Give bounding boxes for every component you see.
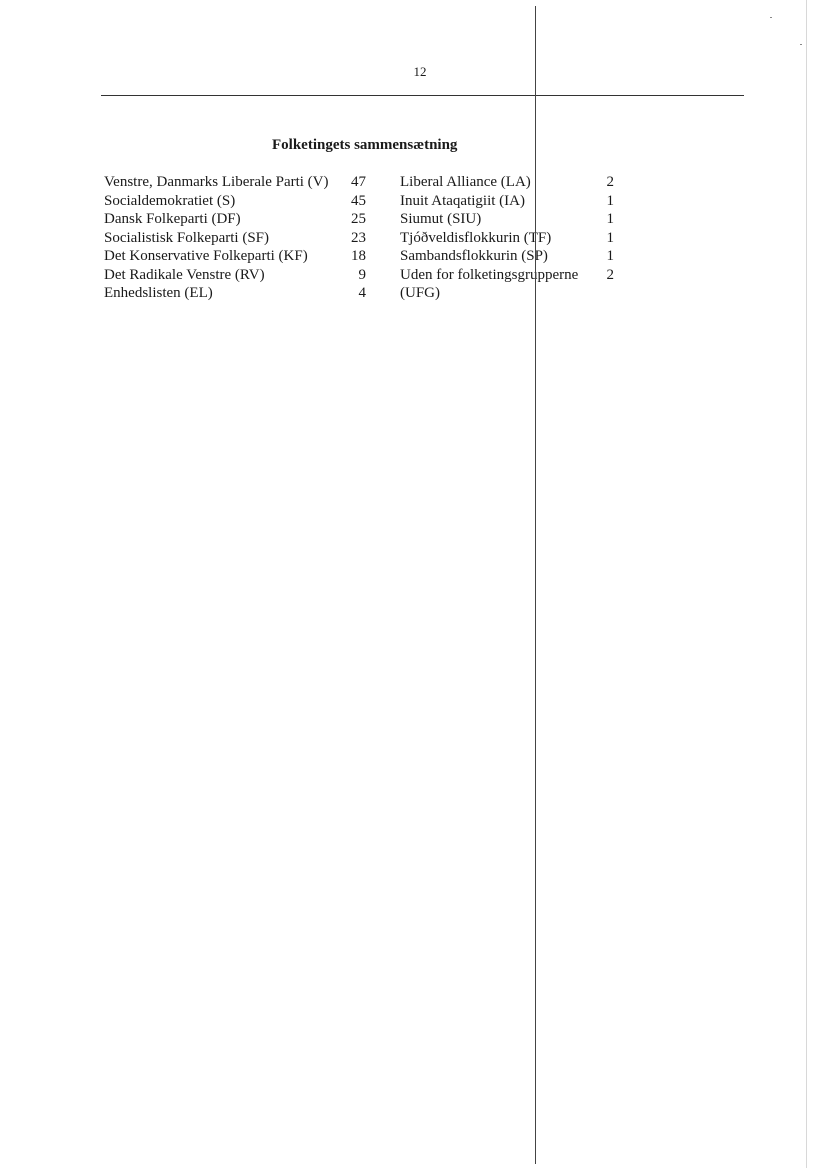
party-table-left	[104, 173, 366, 303]
scan-artifact-line	[535, 6, 536, 1164]
party-row	[104, 229, 366, 248]
party-seats: 9	[358, 266, 366, 283]
party-row	[104, 210, 366, 229]
party-row	[400, 229, 614, 248]
party-table-right	[400, 173, 614, 303]
header-rule	[101, 95, 744, 96]
party-seats: 1	[606, 229, 614, 246]
party-seats: 25	[351, 211, 366, 227]
page-number: 12	[413, 64, 427, 79]
party-name: Socialistisk Folkeparti (SF)	[104, 229, 269, 246]
scan-speck	[800, 44, 802, 45]
party-row	[400, 192, 614, 211]
party-row	[400, 266, 614, 285]
party-seats: 18	[351, 248, 366, 264]
party-name: Siumut (SIU)	[400, 211, 482, 227]
party-name: Tjóðveldisflokkurin (TF)	[400, 229, 552, 246]
party-name: Inuit Ataqatigiit (IA)	[400, 192, 525, 209]
party-row	[104, 266, 366, 285]
party-seats: 23	[351, 229, 366, 246]
party-row	[104, 247, 366, 266]
scan-page-edge	[806, 0, 807, 1168]
party-name: Liberal Alliance (LA)	[400, 174, 531, 190]
party-seats: 1	[606, 248, 614, 264]
party-seats: 1	[606, 211, 614, 227]
party-row	[400, 210, 614, 229]
party-seats: 1	[606, 192, 614, 209]
party-row	[104, 173, 366, 192]
party-name-continuation: (UFG)	[400, 285, 440, 301]
party-name: Dansk Folkeparti (DF)	[104, 211, 241, 227]
document-title: Folketingets sammensætning	[272, 137, 458, 153]
party-seats: 47	[351, 174, 366, 190]
party-seats: 2	[606, 266, 614, 283]
party-seats: 4	[358, 285, 366, 301]
party-seats: 45	[351, 192, 366, 209]
party-row	[400, 173, 614, 192]
party-name: Venstre, Danmarks Liberale Parti (V)	[104, 174, 329, 190]
party-name: Det Konservative Folkeparti (KF)	[104, 248, 308, 264]
party-name: Sambandsflokkurin (SP)	[400, 248, 548, 264]
party-name: Enhedslisten (EL)	[104, 285, 213, 301]
party-name: Uden for folketingsgrupperne	[400, 266, 579, 283]
scan-speck	[770, 17, 772, 18]
party-row	[104, 284, 366, 303]
party-name: Socialdemokratiet (S)	[104, 192, 236, 209]
party-seats: 2	[606, 174, 614, 190]
party-name: Det Radikale Venstre (RV)	[104, 266, 265, 283]
party-row	[400, 247, 614, 266]
party-row	[104, 192, 366, 211]
